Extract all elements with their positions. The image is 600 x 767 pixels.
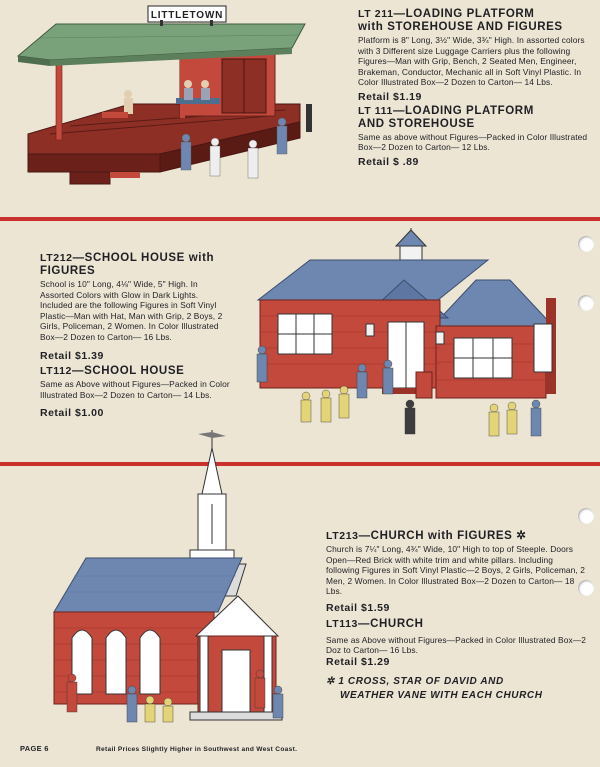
church-accessory-note-line2: WEATHER VANE WITH EACH CHURCH	[340, 690, 543, 702]
lt211-product	[358, 8, 590, 171]
platform-sign: LITTLETOWN	[150, 10, 224, 21]
retail-price: Retail $1.00	[40, 407, 104, 420]
product-title-line2: FIGURES	[40, 265, 96, 277]
page-number: PAGE 6	[20, 744, 49, 753]
retail-price: Retail $1.39	[40, 349, 104, 362]
product-title: —LOADING PLATFORM	[392, 104, 534, 117]
retail-price: Retail $1.19	[358, 90, 422, 103]
product-code: LT213	[326, 530, 359, 542]
product-description: Church is 7¼" Long, 4¾" Wide, 10" High to top of Steeple. Doors Open—Red Brick with white trim and white pillars. Including following Figures in Soft Vinyl Plastic—2 Boys, 2 Girls, Policeman, 2 Men, 2 Women. In Color Illustrated Box—2 Dozen to Carton— 18 Lbs.	[326, 544, 586, 597]
product-code: LT212	[40, 252, 73, 264]
product-title: —SCHOOL HOUSE with	[72, 252, 215, 264]
lt212-product	[40, 252, 230, 423]
product-code: LT 111	[358, 104, 393, 117]
lt213-product	[326, 530, 588, 703]
product-description: Platform is 8" Long, 3½" Wide, 3¾" High. In assorted colors with 3 Different size Luggage Carriers plus the following Figures—Man with Grip, Bench, 2 Seated Men, Engineer, Brakeman, Conductor, Mechanic all in Soft Vinyl Plastic. In Color Illustrated Box—2 Dozen to Carton— 14 Lbs.	[358, 35, 585, 88]
school-house-illustration	[248, 228, 578, 448]
product-code: LT112	[40, 365, 72, 378]
price-footnote: Retail Prices Slightly Higher in Southwest and West Coast.	[96, 746, 298, 753]
section-divider	[0, 217, 600, 221]
asterisk-mark: ✲	[516, 530, 527, 542]
loading-platform-illustration	[10, 4, 350, 209]
product-title: —CHURCH with FIGURES	[358, 530, 513, 542]
binder-hole	[578, 236, 594, 252]
product-code: LT113	[326, 617, 358, 630]
product-title: —SCHOOL HOUSE	[72, 365, 185, 378]
product-title: —CHURCH	[358, 617, 424, 630]
product-description: School is 10" Long, 4⅛" Wide, 5" High. In Assorted Colors with Glow in Dark Lights. Included are the following Figures in Soft Vinyl Plastic—Man with Hat, Man with Grip, 2 Boys, 2 Girls, Policeman, 2 Women. In Color Illustrated Box—2 Dozen to Carton— 16 Lbs.	[40, 279, 223, 342]
church-illustration	[32, 424, 332, 724]
product-description: Same as above without Figures—Packed in Color Illustrated Box—2 Dozen to Carton— 12 Lbs.	[358, 131, 588, 153]
product-title-line2: AND STOREHOUSE	[358, 117, 475, 130]
product-code: LT 211	[358, 8, 394, 20]
product-description: Same as Above without Figures—Packed in Color Illustrated Box—2 Doz to Carton— 16 Lbs.	[326, 634, 586, 656]
retail-price: Retail $1.59	[326, 601, 390, 614]
binder-hole	[578, 508, 594, 524]
product-description: Same as Above without Figures—Packed in Color Illustrated Box—2 Dozen to Carton— 14 Lbs.	[40, 379, 230, 400]
retail-price: Retail $1.29	[326, 655, 390, 668]
church-accessory-note: ✲ 1 CROSS, STAR OF DAVID AND	[326, 676, 504, 688]
product-title-line2: with STOREHOUSE AND FIGURES	[358, 21, 563, 33]
product-title: —LOADING PLATFORM	[393, 8, 535, 20]
binder-hole	[578, 295, 594, 311]
retail-price: Retail $ .89	[358, 155, 419, 168]
